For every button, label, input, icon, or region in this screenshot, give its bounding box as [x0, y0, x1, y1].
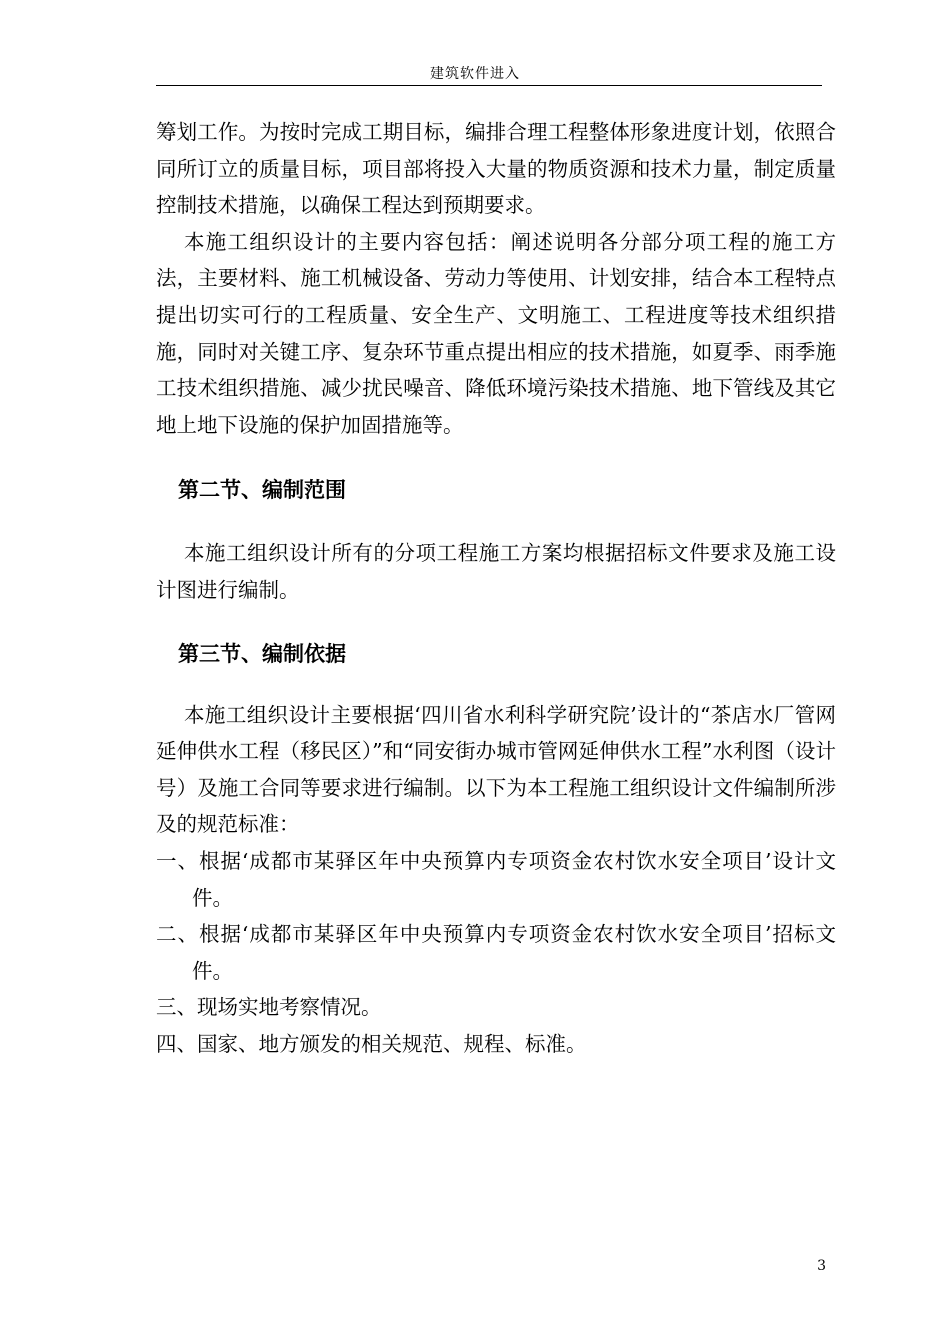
section-heading-scope: 第二节、编制范围 [178, 478, 346, 503]
list-item: 四、国家、地方颁发的相关规范、规程、标准。 [156, 1031, 587, 1056]
list-item: 三、现场实地考察情况。 [156, 995, 382, 1020]
page-number: 3 [817, 1258, 826, 1274]
section-heading-basis: 第三节、编制依据 [178, 641, 346, 666]
paragraph-main-content: 本施工组织设计的主要内容包括：阐述说明各分部分项工程的施工方法，主要材料、施工机械设备、劳动力等使用、计划安排，结合本工程特点提出切实可行的工程质量、安全生产、文明施工、工程进度等技术组织措施，同时对关键工序、复杂环节重点提出相应的技术措施，如夏季、雨季施工技术组织措施、减少扰民噪音、降低环境污染技术措施、地下管线及其它地上地下设施的保护加固措施等。 [156, 229, 836, 437]
paragraph-scope: 本施工组织设计所有的分项工程施工方案均根据招标文件要求及施工设计图进行编制。 [156, 541, 836, 602]
paragraph-basis: 本施工组织设计主要根据‘四川省水利科学研究院’设计的“茶店水厂管网延伸供水工程（移民区）”和“同安街办城市管网延伸供水工程”水利图（设计号）及施工合同等要求进行编制。以下为本工程施工组织设计文件编制所涉及的规范标准： [156, 702, 836, 837]
document-body [156, 114, 836, 1062]
page-header-title: 建筑软件进入 [430, 66, 520, 82]
header-divider [156, 85, 822, 86]
list-item: 一、根据‘成都市某驿区年中央预算内专项资金农村饮水安全项目’设计文件。 [156, 848, 836, 910]
paragraph-intro-continued: 筹划工作。为按时完成工期目标，编排合理工程整体形象进度计划，依照合同所订立的质量目标，项目部将投入大量的物质资源和技术力量，制定质量控制技术措施，以确保工程达到预期要求。 [156, 120, 836, 218]
list-item: 二、根据‘成都市某驿区年中央预算内专项资金农村饮水安全项目’招标文件。 [156, 922, 836, 983]
